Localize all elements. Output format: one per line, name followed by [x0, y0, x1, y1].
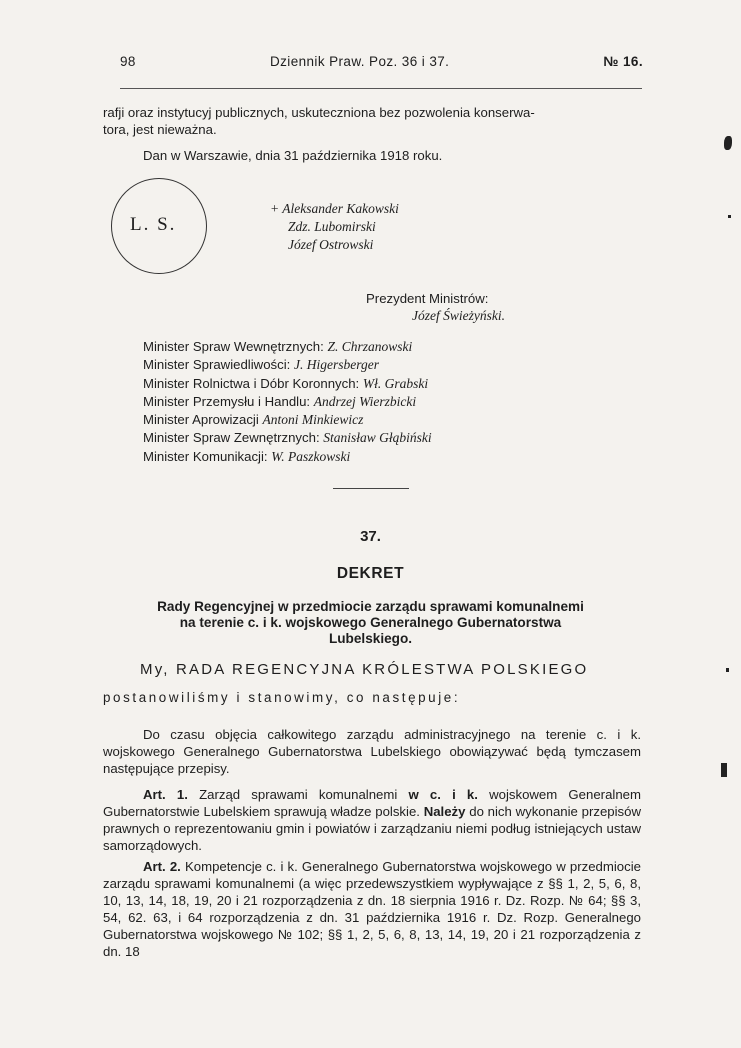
seal-text: L. S. [130, 214, 177, 235]
ink-speck [728, 215, 731, 218]
minister-name: Z. Chrzanowski [327, 339, 413, 354]
ink-speck [726, 668, 729, 672]
minister-name: Wł. Grabski [362, 375, 429, 391]
continuation-line-1: rafji oraz instytucyj publicznych, uskuteczniona bez pozwolenia konserwa- [103, 105, 535, 120]
preamble-my: My, RADA REGENCYJNA KRÓLESTWA POLSKIEGO [140, 661, 589, 678]
minister-row [143, 411, 432, 429]
article-text: Zarząd sprawami komunalnemi [199, 787, 409, 802]
president-title: Prezydent Ministrów: [366, 291, 489, 306]
subtitle-line: Rady Regencyjnej w przedmiocie zarządu sprawami komunalnemi [157, 599, 584, 614]
intro-paragraph [103, 726, 641, 777]
article-2 [103, 858, 641, 960]
minister-row [143, 429, 432, 447]
article-1 [103, 786, 641, 854]
minister-title: Minister Komunikacji: [143, 448, 268, 464]
minister-row [143, 448, 432, 466]
article-text: do nich wykonanie przepisów prawnych o reprezentowaniu gmin i powiatów i zarządzaniu niemi podług istniejących ustaw samorządowych. [103, 804, 641, 853]
decree-heading: DEKRET [336, 565, 405, 582]
article-text-bold: Należy [423, 804, 466, 819]
page-number: 98 [120, 54, 136, 69]
regent-signature: Józef Ostrowski [288, 237, 374, 252]
ink-blot [724, 136, 732, 150]
date-line: Dan w Warszawie, dnia 31 października 1918 roku. [143, 148, 443, 163]
decree-subtitle [100, 599, 641, 647]
continuation-line-2: tora, jest nieważna. [103, 122, 217, 137]
regent-signature: Zdz. Lubomirski [288, 219, 376, 234]
article-text: Kompetencje c. i k. Generalnego Gubernatorstwa wojskowego w przedmiocie zarządu sprawami komunalnemi (a więc przedewszystkiem wypływające z §§ 1, 2, 5, 6, 8, 10, 13, 14, 18, 19, 20 i 21 rozporządzenia z dn. 18 sierpnia 1916 r. Dz. Rozp. № 64; §§ 3, 54, 62. 63, i 64 rozporządzenia z dn. 31 października 1916 r. Dz. Rozp. Generalnego Gubernatorstwa wojskowego № 102; §§ 1, 2, 5, 6, 8, 13, 14, 19, 20 i 21 rozporządzenia z dn. 18 [103, 859, 641, 959]
article-text-bold: w c. i k. [408, 787, 478, 802]
minister-title: Minister Sprawiedliwości: [143, 357, 291, 373]
minister-name: J. Higersberger [293, 357, 379, 373]
subtitle-line: Lubelskiego. [328, 631, 413, 646]
journal-title: Dziennik Praw. Poz. 36 i 37. [270, 54, 450, 69]
minister-title: Minister Spraw Wewnętrznych: [143, 339, 324, 354]
minister-title: Minister Rolnictwa i Dóbr Koronnych: [143, 375, 360, 391]
minister-name: W. Paszkowski [271, 448, 351, 464]
preamble-enacting: postanowiliśmy i stanowimy, co następuje: [103, 690, 461, 705]
subtitle-line: na terenie c. i k. wojskowego Generalnego Gubernatorstwa [179, 615, 562, 630]
minister-row [143, 393, 432, 411]
minister-name: Andrzej Wierzbicki [313, 393, 417, 409]
minister-title: Minister Aprowizacji [143, 412, 259, 428]
issue-number: № 16. [603, 54, 643, 69]
running-header [120, 54, 643, 74]
minister-row [143, 375, 432, 393]
minister-list [143, 338, 432, 466]
article-label: Art. 2. [143, 859, 181, 874]
minister-name: Antoni Minkiewicz [262, 412, 364, 428]
header-rule [120, 88, 642, 89]
minister-title: Minister Przemysłu i Handlu: [143, 393, 311, 409]
decree-number: 37. [360, 528, 381, 545]
intro-text: Do czasu objęcia całkowitego zarządu administracyjnego na terenie c. i k. wojskowego Generalnego Gubernatorstwa Lubelskiego obowiązywać będą tymczasem następujące przepisy. [103, 727, 641, 776]
ink-blot [721, 763, 727, 777]
minister-title: Minister Spraw Zewnętrznych: [143, 430, 320, 446]
minister-name: Stanisław Głąbiński [323, 430, 432, 446]
article-text: wojskowem Generalnem Gubernatorstwie Lubelskiem sprawują władze polskie. [103, 787, 641, 819]
minister-row [143, 356, 432, 374]
minister-row [143, 338, 432, 356]
president-name: Józef Świeżyński. [412, 308, 505, 323]
section-separator [333, 488, 409, 489]
article-label: Art. 1. [143, 787, 188, 802]
regent-signature: + Aleksander Kakowski [270, 201, 399, 216]
